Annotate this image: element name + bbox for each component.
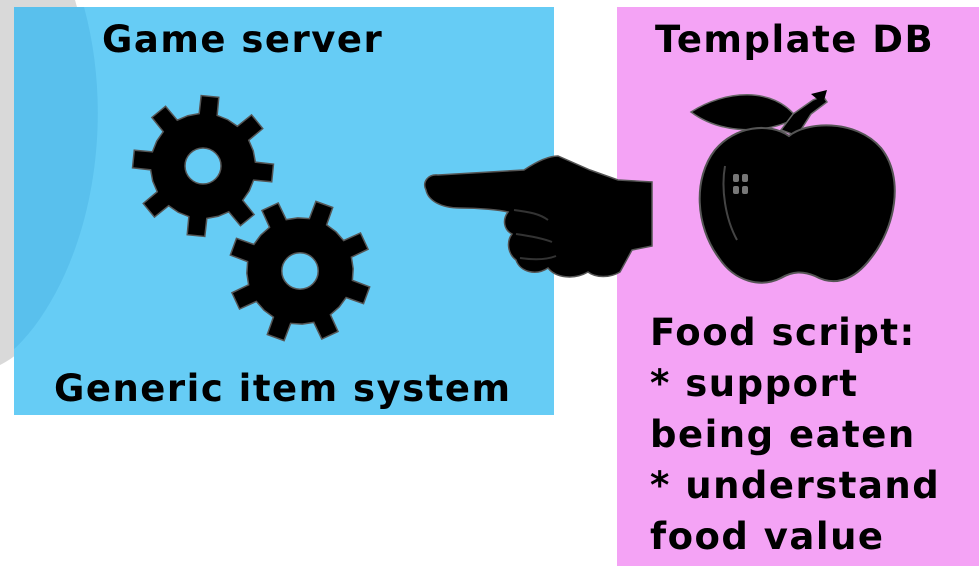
template-db-title: Template DB bbox=[655, 18, 935, 61]
generic-item-system-label: Generic item system bbox=[54, 367, 512, 410]
food-script-description bbox=[650, 307, 975, 562]
script-line: * support bbox=[650, 362, 859, 405]
game-server-title: Game server bbox=[102, 18, 384, 61]
pointing-hand-icon bbox=[420, 150, 655, 282]
script-line: Food script: bbox=[650, 311, 916, 354]
script-line: * understand bbox=[650, 464, 941, 507]
gear-icon bbox=[224, 195, 376, 347]
apple-icon bbox=[685, 78, 900, 293]
script-line: food value bbox=[650, 515, 885, 558]
script-line: being eaten bbox=[650, 413, 916, 456]
